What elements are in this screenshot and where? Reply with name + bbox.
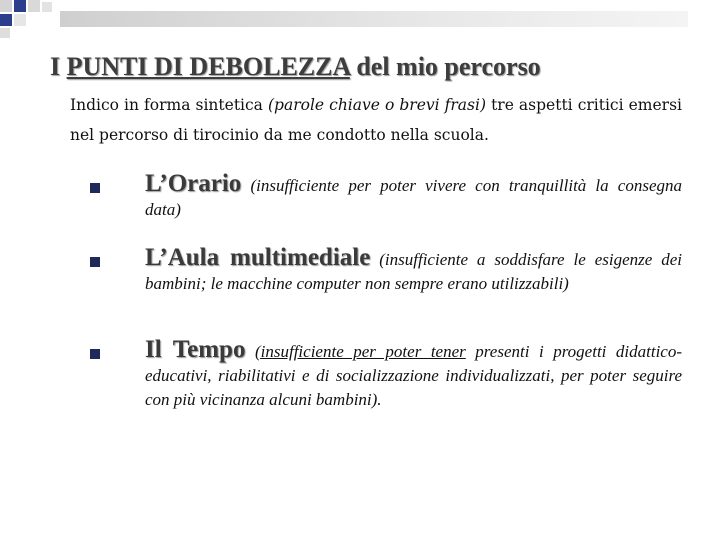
corner-decoration <box>0 0 60 40</box>
item-description-underlined: (insufficiente per poter tener <box>254 342 466 361</box>
intro-part2: tre aspetti critici emersi nel percorso di tirocinio da me condotto nella scuola. <box>70 96 682 144</box>
deco-square-grey <box>0 0 12 12</box>
item-description: presenti i progetti didattico-educativi, riabilitativi e di socializzazione individualizzati, per poter seguire con più vicinanza alcuni bambini). <box>145 342 683 409</box>
deco-square-grey <box>0 28 10 38</box>
top-band <box>60 11 688 27</box>
list-item-text <box>145 338 682 412</box>
list-item-text <box>145 246 682 296</box>
deco-square-grey <box>28 0 40 12</box>
item-heading: L’Aula multimediale <box>145 244 371 271</box>
deco-square-grey <box>42 2 52 12</box>
deco-square-grey <box>14 14 26 26</box>
page-title <box>50 52 541 82</box>
list-item-text <box>145 172 682 222</box>
deco-square-blue <box>0 14 12 26</box>
title-underlined: PUNTI DI DEBOLEZZA <box>66 52 350 81</box>
square-bullet-icon <box>90 257 100 267</box>
title-suffix: del mio percorso <box>356 52 541 81</box>
square-bullet-icon <box>90 183 100 193</box>
intro-text <box>70 90 682 150</box>
intro-italic: (parole chiave o brevi frasi) <box>268 96 486 114</box>
item-description: (insufficiente a soddisfare le esigenze dei bambini; le macchine computer non sempre erano utilizzabili) <box>145 250 683 293</box>
item-heading: Il Tempo <box>145 336 246 363</box>
square-bullet-icon <box>90 349 100 359</box>
item-heading: L’Orario <box>145 170 242 197</box>
deco-square-blue <box>14 0 26 12</box>
intro-part1: Indico in forma sintetica <box>70 96 263 114</box>
item-description: (insufficiente per poter vivere con tranquillità la consegna data) <box>145 176 682 219</box>
title-prefix: I <box>50 52 61 81</box>
